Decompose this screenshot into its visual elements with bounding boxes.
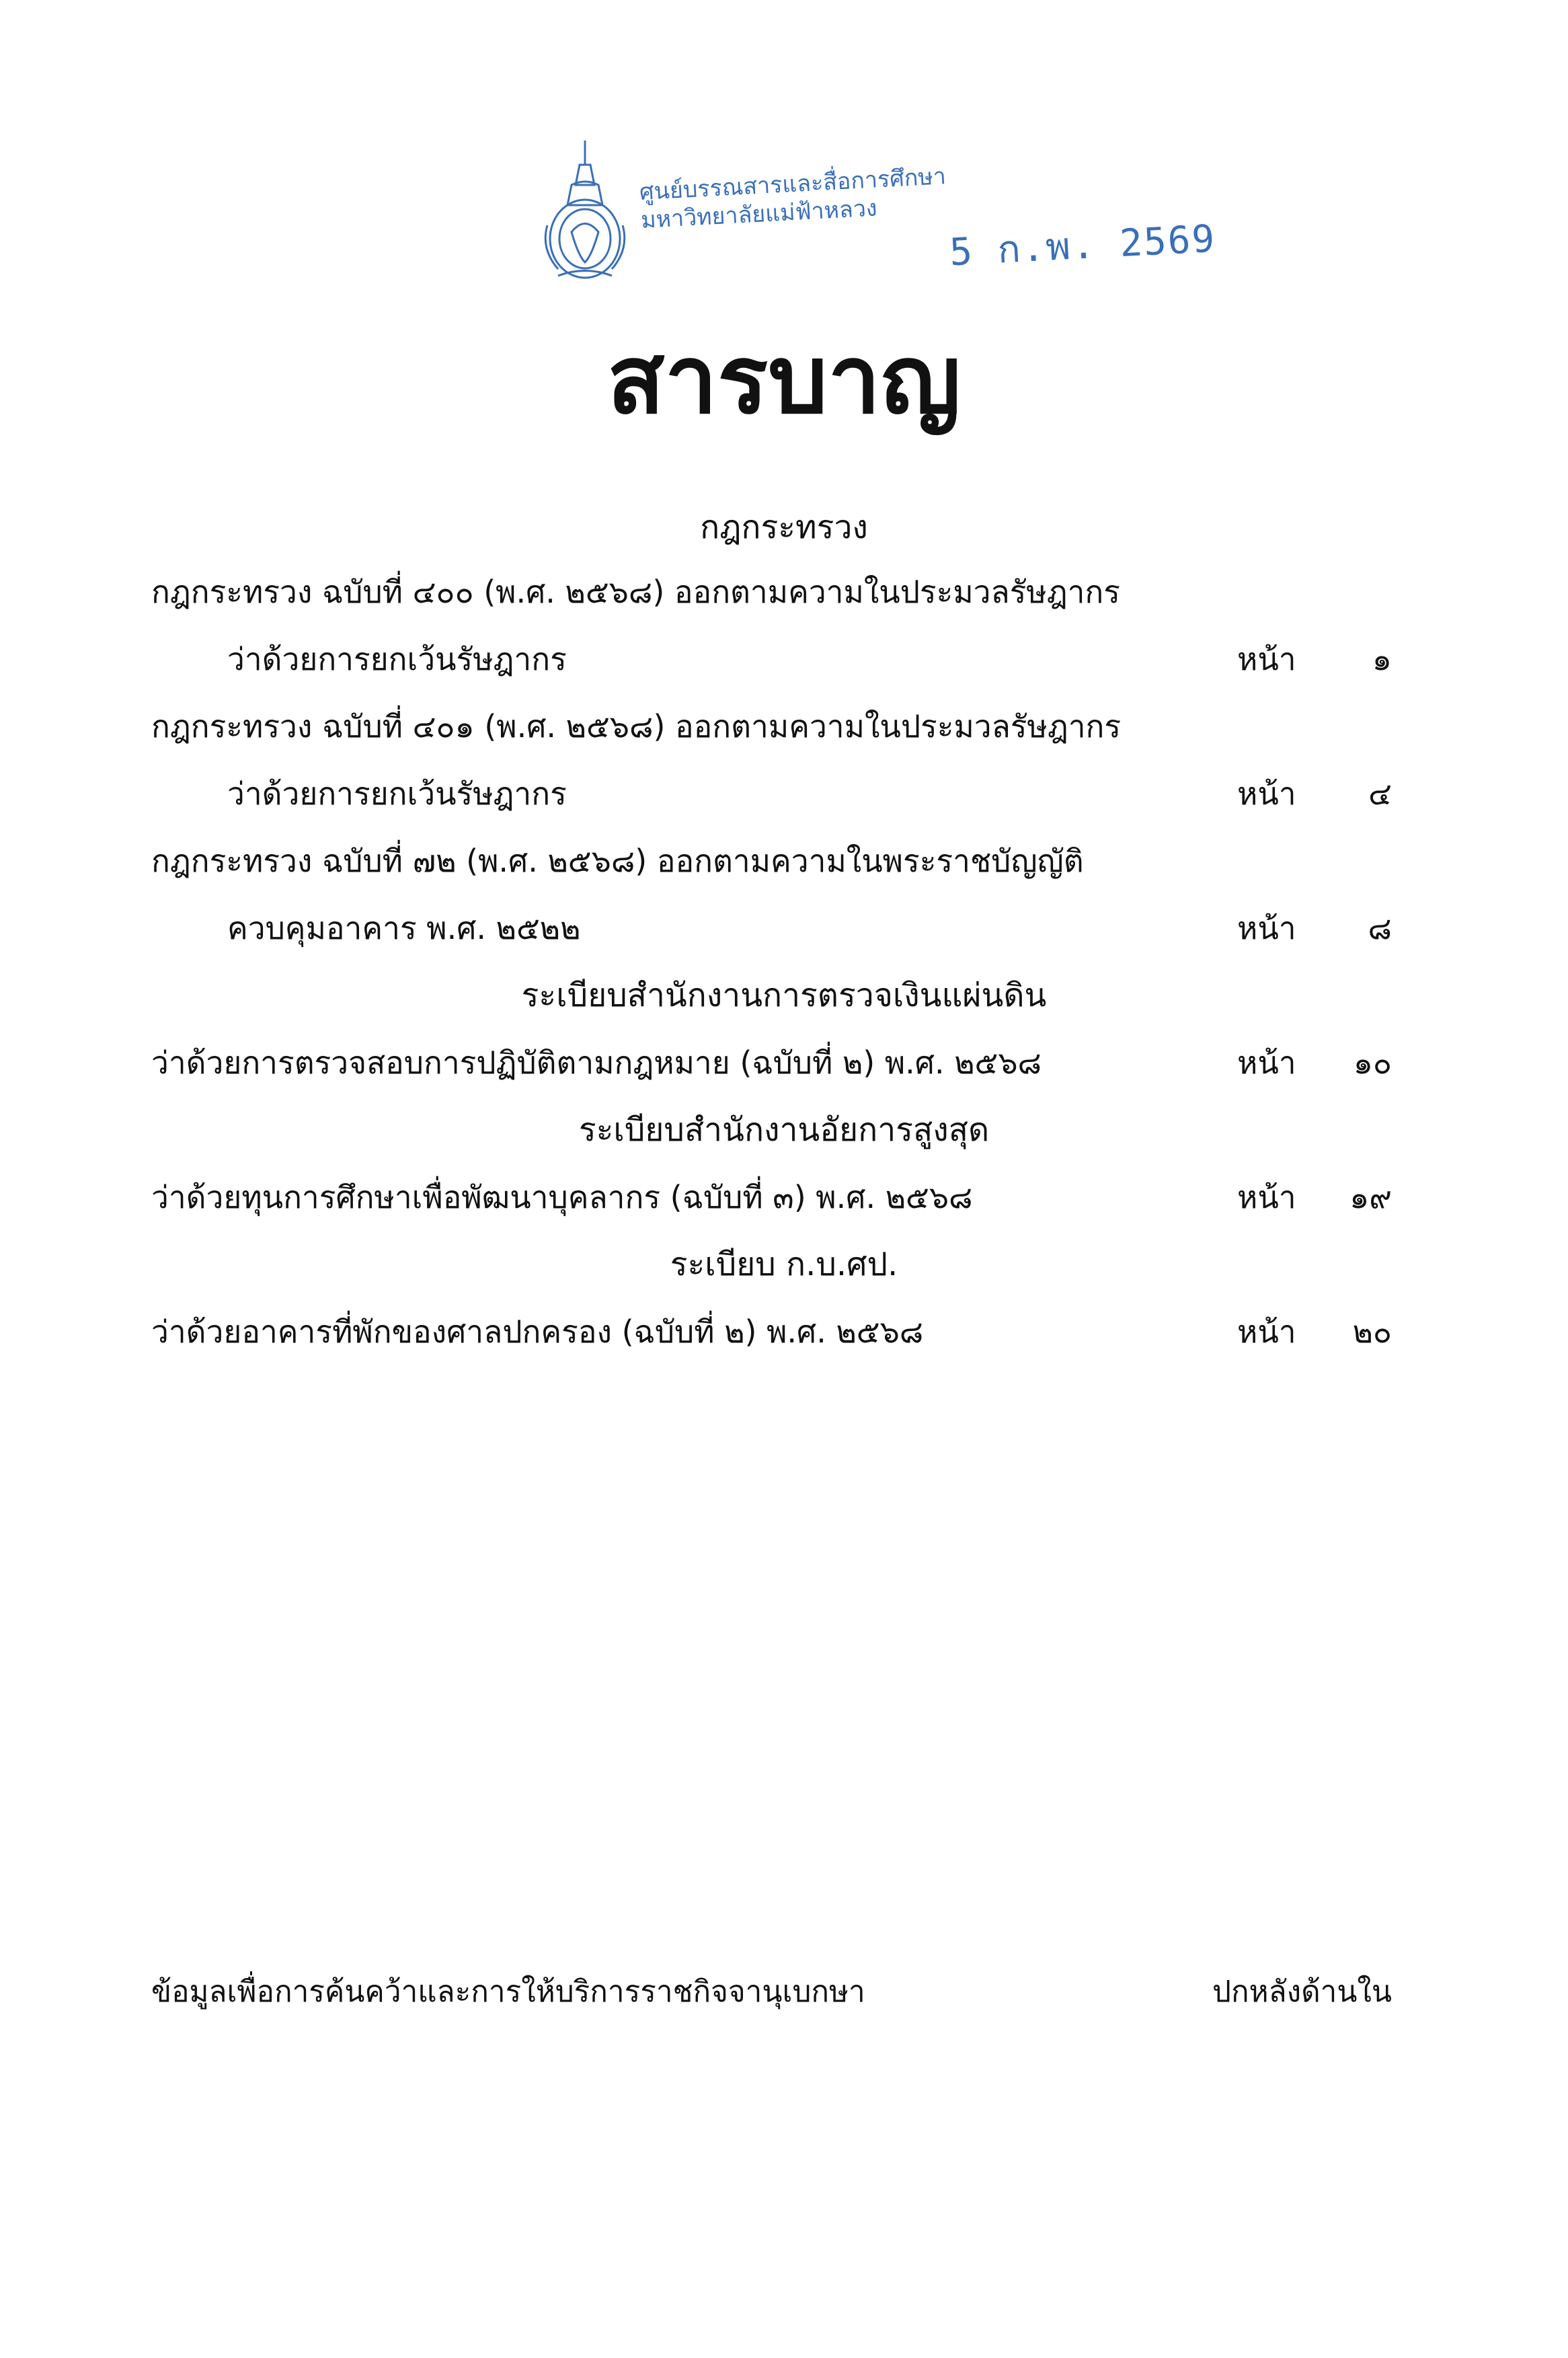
- stamp-org-line-2: มหาวิทยาลัยแม่ฟ้าหลวง: [640, 194, 878, 234]
- stamp-organization: [639, 162, 948, 235]
- stamp-date: 5 ก.พ. 2569: [948, 217, 1217, 275]
- library-receipt-stamp: [538, 138, 1217, 282]
- toc-entry-line: กฎกระทรวง ฉบับที่ ๔๐๐ (พ.ศ. ๒๕๖๘) ออกตามความในประมวลรัษฎากร: [151, 574, 1120, 610]
- toc-entry-line: ว่าด้วยทุนการศึกษาเพื่อพัฒนาบุคลากร (ฉบับที่ ๓) พ.ศ. ๒๕๖๘: [151, 1179, 973, 1215]
- toc-entry-line: ว่าด้วยอาคารที่พักของศาลปกครอง (ฉบับที่ ๒) พ.ศ. ๒๕๖๘: [151, 1314, 924, 1350]
- page-label: หน้า: [1237, 1314, 1296, 1350]
- toc-entry-line: ว่าด้วยการตรวจสอบการปฏิบัติตามกฎหมาย (ฉบับที่ ๒) พ.ศ. ๒๕๖๘: [151, 1044, 1042, 1081]
- toc-entry-line: ว่าด้วยการยกเว้นรัษฎากร: [227, 775, 567, 812]
- page-number: ๔: [1368, 775, 1392, 812]
- page-number: ๑๙: [1349, 1179, 1392, 1215]
- section-heading-administrative-court-board: ระเบียบ ก.บ.ศป.: [670, 1246, 898, 1283]
- page-label: หน้า: [1237, 1044, 1296, 1081]
- page-number: ๘: [1368, 910, 1392, 946]
- toc-entry-line: กฎกระทรวง ฉบับที่ ๗๒ (พ.ศ. ๒๕๖๘) ออกตามความในพระราชบัญญัติ: [151, 843, 1084, 879]
- toc-entry-line: ว่าด้วยการยกเว้นรัษฎากร: [227, 641, 567, 677]
- toc-entry-line: กฎกระทรวง ฉบับที่ ๔๐๑ (พ.ศ. ๒๕๖๘) ออกตามความในประมวลรัษฎากร: [151, 708, 1122, 745]
- page-number: ๑: [1372, 641, 1392, 677]
- toc-entry-line: ควบคุมอาคาร พ.ศ. ๒๕๒๒: [227, 910, 581, 946]
- page-title: สารบาญ: [606, 325, 962, 435]
- page-number: ๑๐: [1353, 1044, 1392, 1081]
- footer-note: ข้อมูลเพื่อการค้นคว้าและการให้บริการราชกิจจานุเบกษา: [151, 1975, 865, 2009]
- page-label: หน้า: [1237, 641, 1296, 677]
- stamp-org-line-1: ศูนย์บรรณสารและสื่อการศึกษา: [639, 163, 947, 206]
- page-label: หน้า: [1237, 1179, 1296, 1215]
- section-heading-ministerial-regulations: กฎกระทรวง: [700, 508, 868, 546]
- footer-page-location: ปกหลังด้านใน: [1212, 1975, 1392, 2009]
- page-label: หน้า: [1237, 910, 1296, 946]
- page-number: ๒๐: [1352, 1314, 1392, 1350]
- section-heading-attorney-general-office: ระเบียบสำนักงานอัยการสูงสุด: [578, 1111, 990, 1149]
- page-label: หน้า: [1237, 775, 1296, 812]
- section-heading-state-audit-office: ระเบียบสำนักงานการตรวจเงินแผ่นดิน: [521, 977, 1047, 1014]
- university-seal-icon: [538, 138, 632, 282]
